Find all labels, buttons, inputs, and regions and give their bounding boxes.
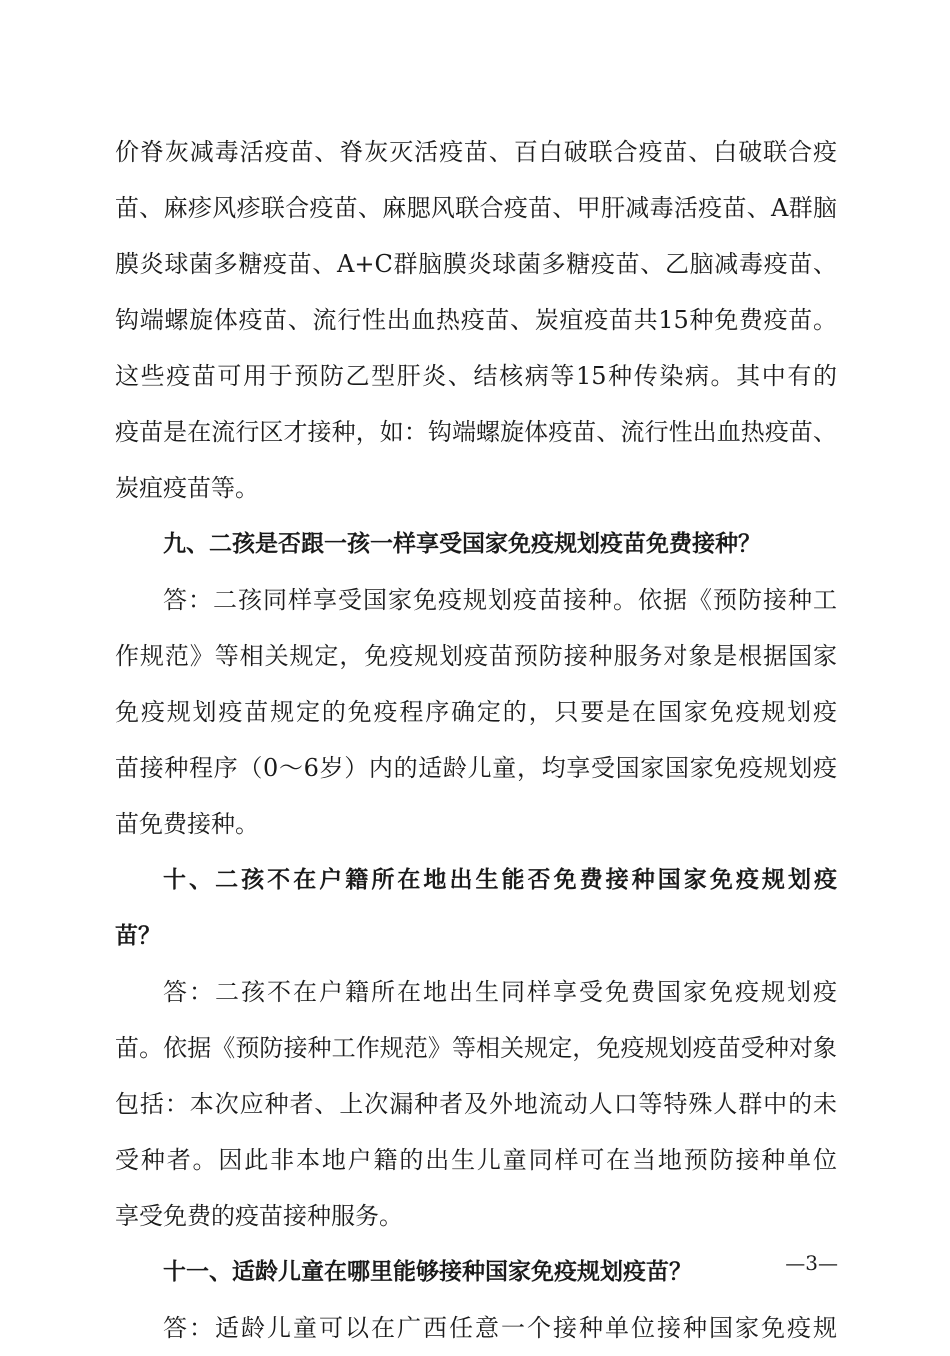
text-line: 这些疫苗可用于预防乙型肝炎、结核病等15种传染病。其中有的 bbox=[115, 362, 837, 390]
text-line: 苗。依据《预防接种工作规范》等相关规定，免疫规划疫苗受种对象 bbox=[115, 1034, 837, 1062]
text-line: 炭疽疫苗等。 bbox=[115, 474, 259, 502]
text-line: 苗免费接种。 bbox=[115, 810, 259, 838]
heading-line: 十、二孩不在户籍所在地出生能否免费接种国家免疫规划疫 bbox=[163, 867, 837, 893]
text-line: 免疫规划疫苗规定的免疫程序确定的，只要是在国家免疫规划疫 bbox=[115, 698, 837, 726]
answer-paragraph-11 bbox=[115, 1300, 837, 1356]
paragraph-vaccine-list bbox=[115, 124, 837, 516]
text-line: 答：适龄儿童可以在广西任意一个接种单位接种国家免疫规 bbox=[163, 1314, 837, 1342]
text-line: 享受免费的疫苗接种服务。 bbox=[115, 1202, 403, 1230]
answer-paragraph-10 bbox=[115, 964, 837, 1244]
text-line: 疫苗是在流行区才接种，如：钩端螺旋体疫苗、流行性出血热疫苗、 bbox=[115, 418, 837, 446]
heading-line: 苗？ bbox=[115, 923, 161, 949]
page-number: —3— bbox=[785, 1251, 838, 1275]
question-heading-10 bbox=[115, 852, 837, 964]
text-line: 苗、麻疹风疹联合疫苗、麻腮风联合疫苗、甲肝减毒活疫苗、A群脑 bbox=[115, 194, 837, 222]
text-line: 答：二孩同样享受国家免疫规划疫苗接种。依据《预防接种工 bbox=[163, 586, 837, 614]
answer-paragraph-9 bbox=[115, 572, 837, 852]
question-heading-9: 九、二孩是否跟一孩一样享受国家免疫规划疫苗免费接种？ bbox=[163, 531, 761, 557]
text-line: 受种者。因此非本地户籍的出生儿童同样可在当地预防接种单位 bbox=[115, 1146, 837, 1174]
text-line: 答：二孩不在户籍所在地出生同样享受免费国家免疫规划疫 bbox=[163, 978, 837, 1006]
question-heading-11: 十一、适龄儿童在哪里能够接种国家免疫规划疫苗？ bbox=[163, 1259, 692, 1285]
text-line: 价脊灰减毒活疫苗、脊灰灭活疫苗、百白破联合疫苗、白破联合疫 bbox=[115, 138, 837, 166]
text-line: 苗接种程序（0～6岁）内的适龄儿童，均享受国家国家免疫规划疫 bbox=[115, 754, 837, 782]
document-body bbox=[115, 124, 837, 1356]
text-line: 钩端螺旋体疫苗、流行性出血热疫苗、炭疽疫苗共15种免费疫苗。 bbox=[115, 306, 837, 334]
text-line: 膜炎球菌多糖疫苗、A+C群脑膜炎球菌多糖疫苗、乙脑减毒疫苗、 bbox=[115, 250, 837, 278]
text-line: 包括：本次应种者、上次漏种者及外地流动人口等特殊人群中的未 bbox=[115, 1090, 837, 1118]
text-line: 作规范》等相关规定，免疫规划疫苗预防接种服务对象是根据国家 bbox=[115, 642, 837, 670]
